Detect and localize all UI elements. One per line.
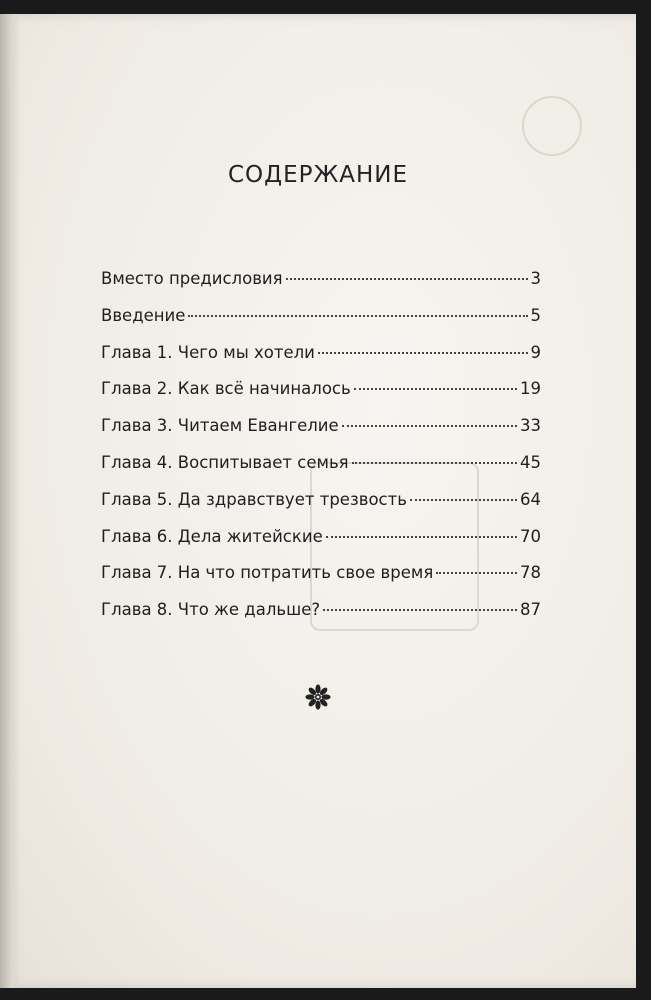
toc-entry: [101, 490, 541, 527]
asterisk-flower-icon: [303, 682, 333, 712]
toc-leader-dots: [323, 609, 517, 611]
toc-entry-label: Вместо предисловия: [101, 269, 283, 288]
toc-entry-page: 64: [520, 489, 541, 509]
toc-entry-label: Глава 2. Как всё начиналось: [101, 379, 351, 399]
toc-entry: [101, 343, 541, 380]
toc-entry-label: Глава 4. Воспитывает семья: [101, 452, 349, 472]
toc-entry-page: 45: [520, 452, 541, 472]
toc-leader-dots: [410, 499, 517, 501]
toc-entry-page: 70: [520, 526, 541, 546]
toc-leader-dots: [436, 572, 517, 574]
toc-leader-dots: [188, 315, 527, 317]
toc-entry-page: 78: [520, 563, 541, 583]
toc-entry: [101, 379, 541, 416]
toc-entry-label: Глава 6. Дела житейские: [101, 526, 323, 546]
toc-entry-label: Глава 8. Что же дальше?: [101, 600, 321, 620]
toc-entry-page: 33: [520, 416, 541, 436]
toc-entry: [101, 600, 541, 637]
page-spine-shadow: [0, 14, 20, 988]
toc-title: СОДЕРЖАНИЕ: [227, 162, 409, 188]
show-through-emblem: [522, 96, 582, 156]
toc-leader-dots: [318, 352, 528, 354]
toc-entry-label: Глава 7. На что потратить свое время: [101, 563, 434, 583]
book-page: [0, 14, 636, 988]
toc-entry: [101, 453, 541, 490]
toc-leader-dots: [354, 388, 517, 390]
toc-entry-page: 5: [530, 305, 541, 325]
toc-entry-label: Введение: [101, 305, 186, 325]
toc-entry-page: 19: [520, 379, 541, 399]
toc-leader-dots: [342, 425, 517, 427]
toc-leader-dots: [286, 278, 528, 280]
toc-entry-label: Глава 5. Да здравствует трезвость: [101, 489, 407, 509]
toc-entry-page: 3: [530, 269, 541, 288]
toc-entry-label: Глава 3. Читаем Евангелие: [101, 416, 339, 436]
toc-list: [101, 269, 541, 637]
toc-entry: [101, 563, 541, 600]
toc-entry: [101, 416, 541, 453]
toc-entry-page: 9: [530, 342, 541, 362]
toc-entry: [101, 306, 541, 343]
toc-entry: [101, 527, 541, 564]
toc-leader-dots: [352, 462, 517, 464]
toc-leader-dots: [326, 536, 517, 538]
toc-entry-label: Глава 1. Чего мы хотели: [101, 342, 315, 362]
toc-entry-page: 87: [520, 600, 541, 620]
toc-entry: [101, 269, 541, 306]
